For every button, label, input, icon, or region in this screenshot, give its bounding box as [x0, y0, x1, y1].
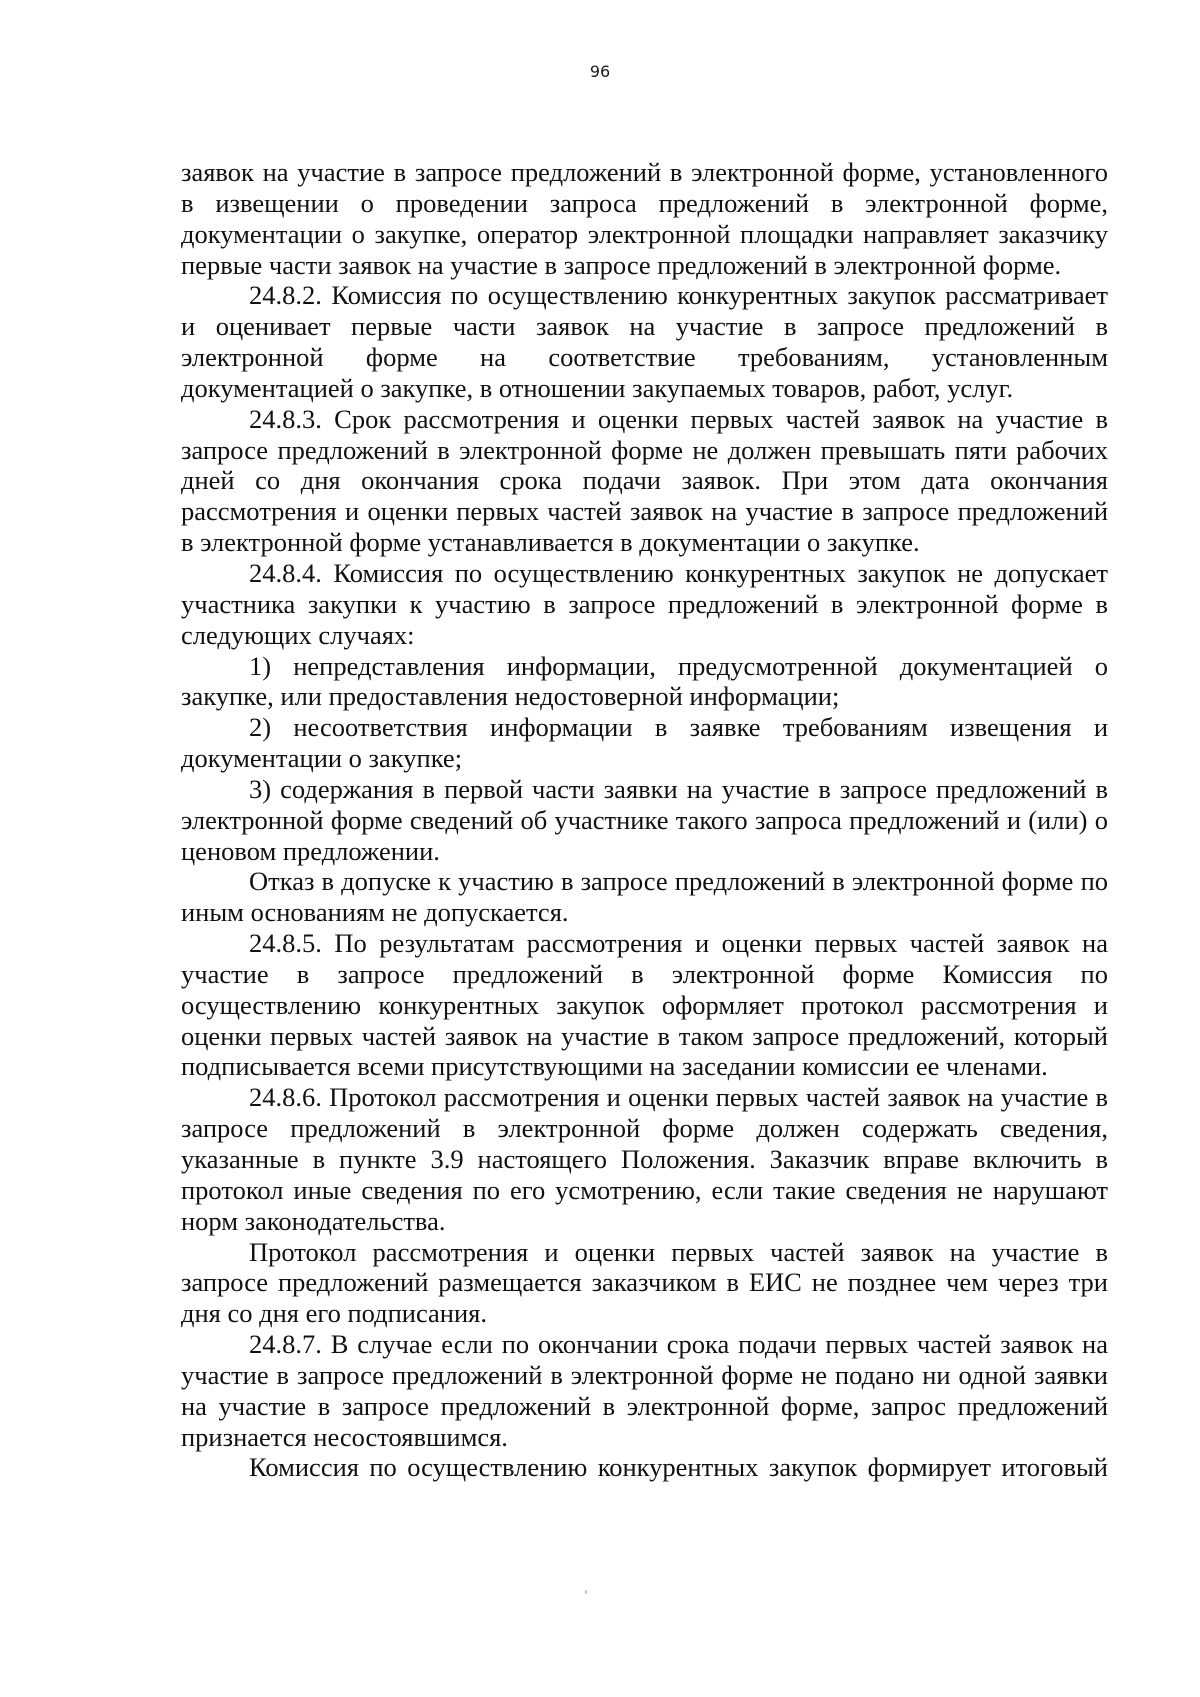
- document-body: [181, 157, 1108, 1483]
- paragraph-final-line: Комиссия по осуществлению конкурентных закупок формирует итоговый: [249, 1452, 1108, 1483]
- paragraph-24-8-5: 24.8.5. По результатам рассмотрения и оценки первых частей заявок на участие в запросе предложений в электронной форме Комиссия по осуществлению конкурентных закупок оформляет протокол рассмотрения и оценки первых частей заявок на участие в таком запросе предложений, который подписывается всеми присутствующими на заседании комиссии ее членами.: [181, 928, 1108, 1082]
- scan-artifact: [585, 1590, 587, 1594]
- page-number: 96: [589, 62, 611, 81]
- paragraph-24-8-6: 24.8.6. Протокол рассмотрения и оценки первых частей заявок на участие в запросе предложений в электронной форме должен содержать сведения, указанные в пункте 3.9 настоящего Положения. Заказчик вправе включить в протокол иные сведения по его усмотрению, если такие сведения не нарушают норм законодательства.: [181, 1082, 1108, 1236]
- paragraph-24-8-7: 24.8.7. В случае если по окончании срока подачи первых частей заявок на участие в запросе предложений в электронной форме не подано ни одной заявки на участие в запросе предложений в электронной форме, запрос предложений признается несостоявшимся.: [181, 1329, 1108, 1452]
- paragraph-24-8-4: 24.8.4. Комиссия по осуществлению конкурентных закупок не допускает участника закупки к участию в запросе предложений в электронной форме в следующих случаях:: [181, 557, 1108, 650]
- paragraph-continuation: заявок на участие в запросе предложений в электронной форме, установленного в извещении о проведении запроса предложений в электронной форме, документации о закупке, оператор электронной площадки направляет заказчику первые части заявок на участие в запросе предложений в электронной форме.: [181, 157, 1108, 280]
- paragraph-refusal: Отказ в допуске к участию в запросе предложений в электронной форме по иным основаниям не допускается.: [181, 866, 1108, 928]
- paragraph-protocol-publication: Протокол рассмотрения и оценки первых частей заявок на участие в запросе предложений размещается заказчиком в ЕИС не позднее чем через три дня со дня его подписания.: [181, 1236, 1108, 1329]
- list-item-3: 3) содержания в первой части заявки на участие в запросе предложений в электронной форме сведений об участнике такого запроса предложений и (или) о ценовом предложении.: [181, 773, 1108, 866]
- paragraph-24-8-2: 24.8.2. Комиссия по осуществлению конкурентных закупок рассматривает и оценивает первые части заявок на участие в запросе предложений в электронной форме на соответствие требованиям, установленным документацией о закупке, в отношении закупаемых товаров, работ, услуг.: [181, 280, 1108, 403]
- list-item-1: 1) непредставления информации, предусмотренной документацией о закупке, или предоставления недостоверной информации;: [181, 650, 1108, 712]
- paragraph-24-8-3: 24.8.3. Срок рассмотрения и оценки первых частей заявок на участие в запросе предложений в электронной форме не должен превышать пяти рабочих дней со дня окончания срока подачи заявок. При этом дата окончания рассмотрения и оценки первых частей заявок на участие в запросе предложений в электронной форме устанавливается в документации о закупке.: [181, 403, 1108, 558]
- list-item-2: 2) несоответствия информации в заявке требованиям извещения и документации о закупке;: [181, 712, 1108, 774]
